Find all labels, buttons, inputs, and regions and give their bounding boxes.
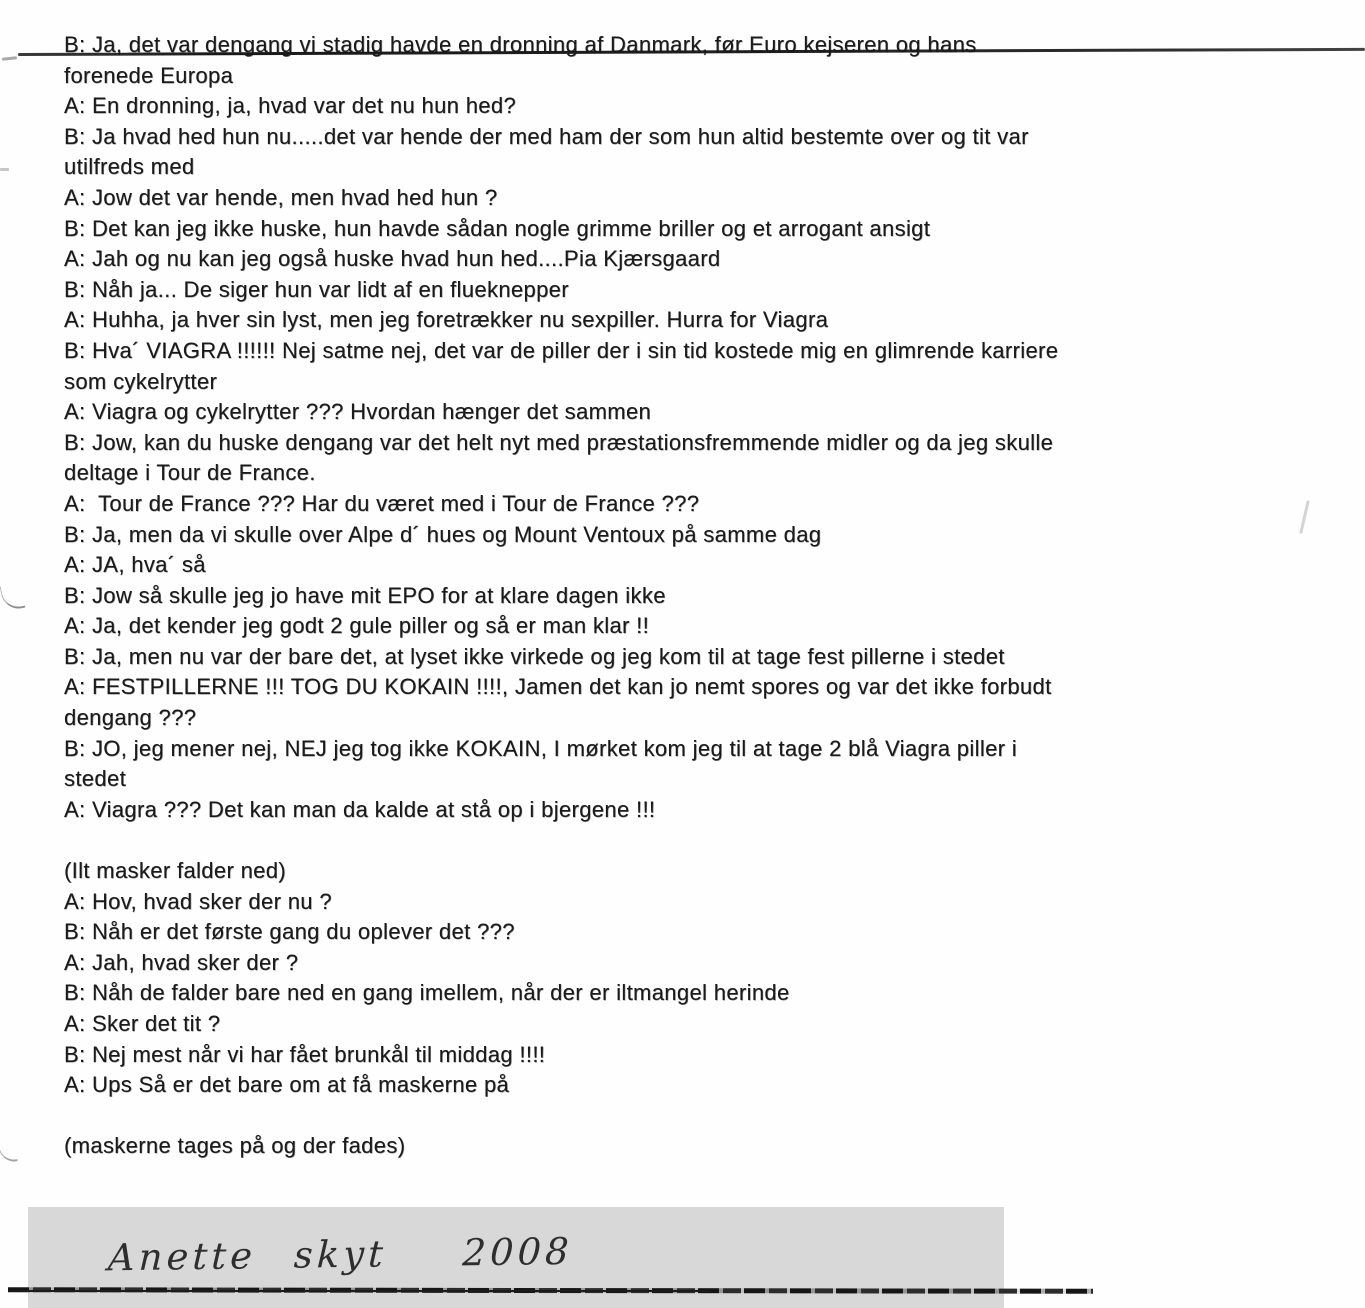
- script-line: B: Nåh de falder bare ned en gang imellem, når der er iltmangel herinde: [64, 980, 790, 1006]
- script-line: B: Nåh ja... De siger hun var lidt af en flueknepper: [64, 276, 569, 302]
- script-line: B: Det kan jeg ikke huske, hun havde sådan nogle grimme briller og et arrogant ansigt: [64, 215, 931, 241]
- script-line: A: JA, hva´ så: [64, 552, 206, 578]
- script-line: A: Tour de France ??? Har du været med i Tour de France ???: [64, 490, 700, 516]
- script-line: (Ilt masker falder ned): [64, 858, 287, 884]
- script-line: A: Viagra og cykelrytter ??? Hvordan hænger det sammen: [64, 399, 652, 425]
- script-line: A: Jah, hvad sker der ?: [64, 949, 299, 975]
- script-line: B: Jow så skulle jeg jo have mit EPO for at klare dagen ikke: [64, 582, 666, 608]
- script-line: utilfreds med: [64, 154, 195, 180]
- script-line: B: Ja hvad hed hun nu.....det var hende der med ham der som hun altid bestemte over og tit var: [64, 123, 1029, 149]
- script-line: A: Sker det tit ?: [64, 1011, 221, 1036]
- scan-artifact-dash: [2, 56, 17, 61]
- script-line: deltage i Tour de France.: [64, 460, 316, 486]
- scan-artifact-curve-mark: [0, 582, 25, 612]
- script-line: som cykelrytter: [64, 368, 218, 394]
- script-line: A: Huhha, ja hver sin lyst, men jeg foretrækker nu sexpiller. Hurra for Viagra: [64, 307, 829, 333]
- script-line: B: Ja, det var dengang vi stadig havde en dronning af Danmark, før Euro kejseren og hans: [64, 32, 977, 57]
- script-line: B: Ja, men nu var der bare det, at lyset ikke virkede og jeg kom til at tage fest pillerne i stedet: [64, 643, 1005, 669]
- scan-artifact-bottom-line-core: [10, 1290, 710, 1292]
- script-line: B: Nej mest når vi har fået brunkål til middag !!!!: [64, 1041, 546, 1067]
- script-line: [64, 825, 1304, 856]
- script-line: B: Hva´ VIAGRA !!!!!! Nej satme nej, det var de piller der i sin tid kostede mig en glimrende karriere: [64, 337, 1059, 363]
- script-line: A: Jah og nu kan jeg også huske hvad hun hed....Pia Kjærsgaard: [64, 246, 721, 272]
- script-text: [64, 30, 1304, 1162]
- script-line: B: JO, jeg mener nej, NEJ jeg tog ikke KOKAIN, I mørket kom jeg til at tage 2 blå Viagra piller i: [64, 735, 1018, 761]
- script-line: [64, 1101, 1304, 1132]
- handwritten-signature: Anette skyt 2008: [107, 1229, 574, 1280]
- script-line: A: FESTPILLERNE !!! TOG DU KOKAIN !!!!, Jamen det kan jo nemt spores og var det ikke forbudt: [64, 674, 1052, 700]
- scan-artifact-edge-dash: [0, 168, 9, 171]
- script-line: A: Jow det var hende, men hvad hed hun ?: [64, 184, 498, 210]
- script-line: A: Ja, det kender jeg godt 2 gule piller og så er man klar !!: [64, 613, 650, 639]
- script-line: stedet: [64, 766, 127, 792]
- script-line: B: Jow, kan du huske dengang var det helt nyt med præstationsfremmende midler og da jeg skulle: [64, 429, 1054, 455]
- script-line: A: En dronning, ja, hvad var det nu hun hed?: [64, 93, 517, 119]
- script-line: forenede Europa: [64, 62, 234, 88]
- script-line: A: Hov, hvad sker der nu ?: [64, 888, 332, 914]
- script-line: (maskerne tages på og der fades): [64, 1133, 406, 1159]
- scan-artifact-curve-mark-small: [0, 1143, 18, 1165]
- script-line: B: Ja, men da vi skulle over Alpe d´ hues og Mount Ventoux på samme dag: [64, 521, 822, 547]
- script-line: B: Nåh er det første gang du oplever det ???: [64, 919, 515, 945]
- script-line: A: Ups Så er det bare om at få maskerne på: [64, 1072, 510, 1098]
- script-line: dengang ???: [64, 705, 197, 731]
- script-line: A: Viagra ??? Det kan man da kalde at stå op i bjergene !!!: [64, 796, 656, 822]
